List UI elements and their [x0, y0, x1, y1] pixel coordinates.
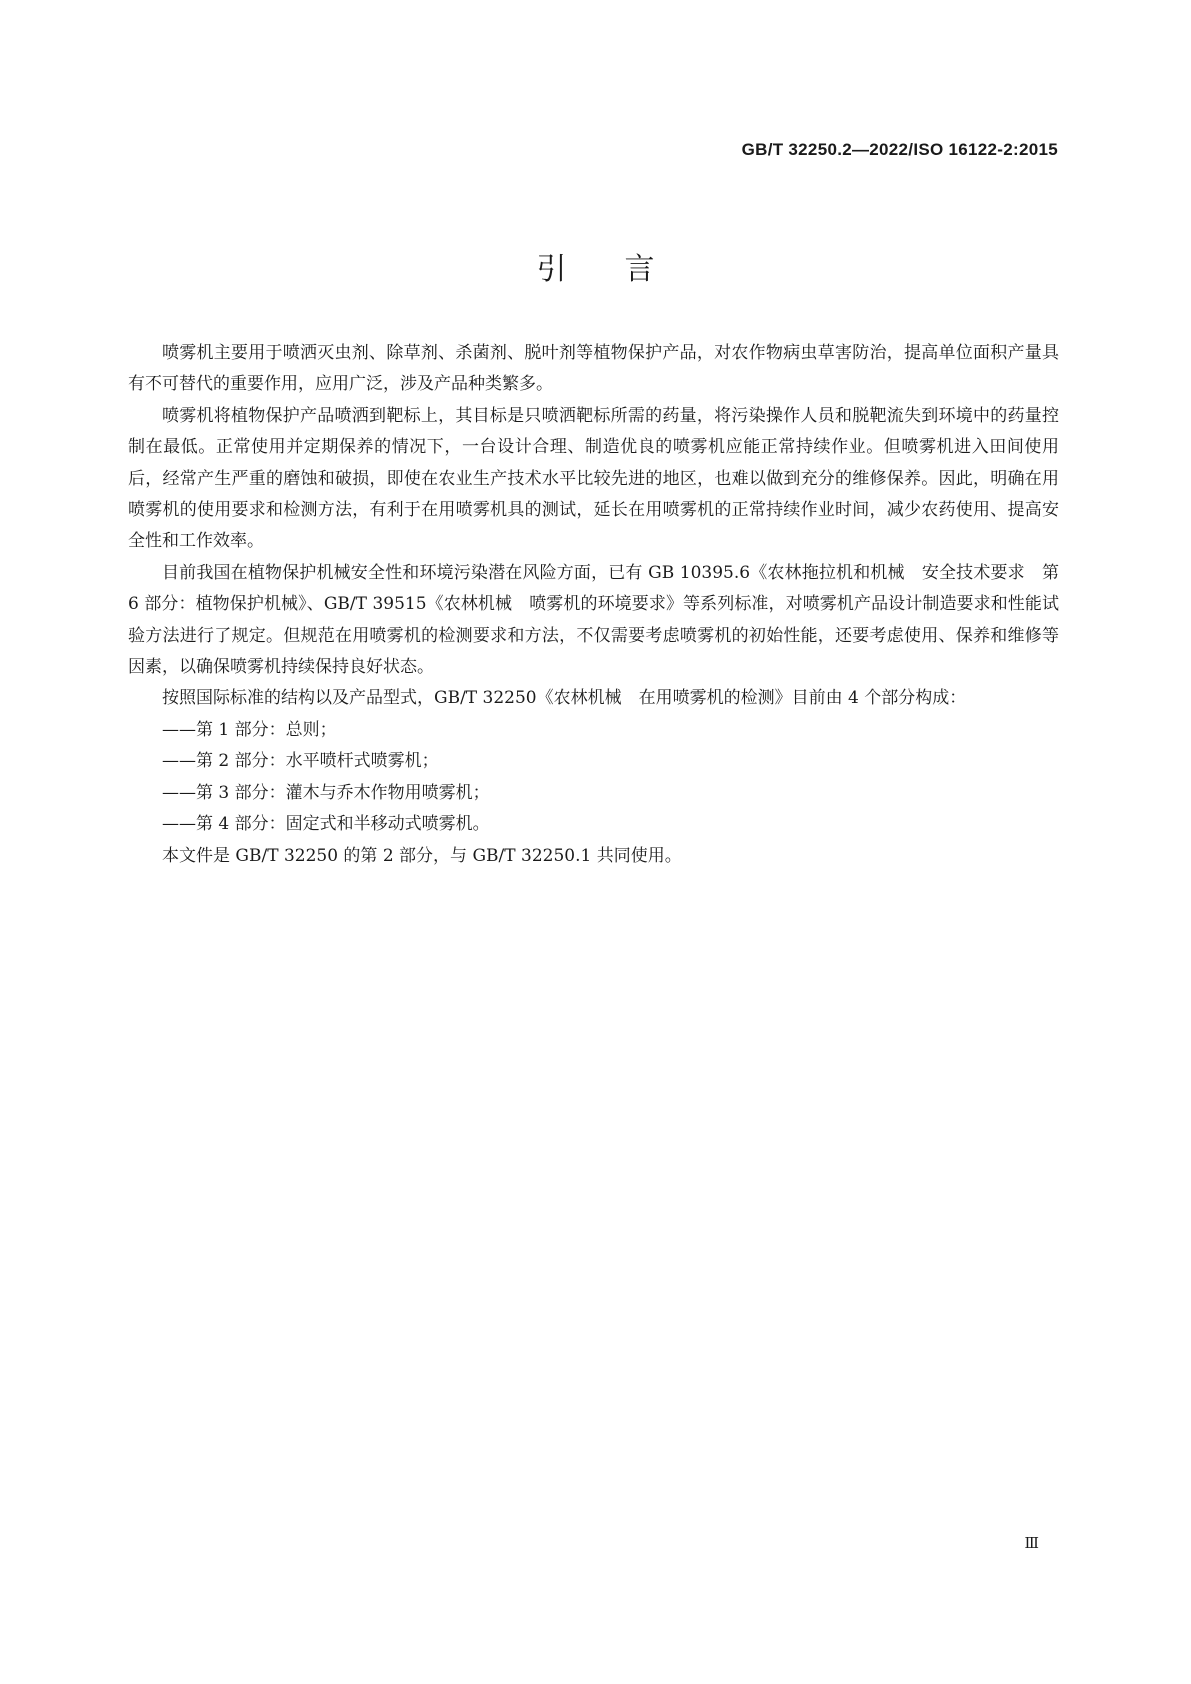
page-title: 引言 — [536, 252, 713, 287]
list-item-part-4: ——第 4 部分：固定式和半移动式喷雾机。 — [162, 814, 490, 835]
list-item-part-1: ——第 1 部分：总则； — [162, 719, 337, 740]
paragraph-structure: 按照国际标准的结构以及产品型式，GB/T 32250《农林机械 在用喷雾机的检测》目前由 4 个部分构成： — [162, 688, 967, 709]
list-item-part-2: ——第 2 部分：水平喷杆式喷雾机； — [162, 751, 439, 772]
page-number: Ⅲ — [1024, 1534, 1038, 1552]
standard-code: GB/T 32250.2—2022/ISO 16122-2:2015 — [741, 140, 1058, 159]
paragraph-existing-standards: 目前我国在植物保护机械安全性和环境污染潜在风险方面，已有 GB 10395.6《农林拖拉机和机械 安全技术要求 第 6 部分：植物保护机械》、GB/T 39515《农林机械 喷雾机的环境要求》等系列标准，对喷雾机产品设计制造要求和性能试验方法进行了规定。但规范在用喷雾机的检测要求和方法，不仅需要考虑喷雾机的初始性能，还要考虑使用、保养和维修等因素，以确保喷雾机持续保持良好状态。 — [128, 562, 1059, 678]
paragraph-objective: 喷雾机将植物保护产品喷洒到靶标上，其目标是只喷洒靶标所需的药量，将污染操作人员和脱靶流失到环境中的药量控制在最低。正常使用并定期保养的情况下，一台设计合理、制造优良的喷雾机应能正常持续作业。但喷雾机进入田间使用后，经常产生严重的磨蚀和破损，即使在农业生产技术水平比较先进的地区，也难以做到充分的维修保养。因此，明确在用喷雾机的使用要求和检测方法，有利于在用喷雾机具的测试，延长在用喷雾机的正常持续作业时间，减少农药使用、提高安全性和工作效率。 — [128, 405, 1059, 552]
document-body — [128, 338, 1059, 872]
paragraph-purpose: 喷雾机主要用于喷洒灭虫剂、除草剂、杀菌剂、脱叶剂等植物保护产品，对农作物病虫草害防治，提高单位面积产量具有不可替代的重要作用，应用广泛，涉及产品种类繁多。 — [128, 343, 1059, 395]
list-item-part-3: ——第 3 部分：灌木与乔木作物用喷雾机； — [162, 782, 490, 803]
paragraph-closing: 本文件是 GB/T 32250 的第 2 部分，与 GB/T 32250.1 共同使用。 — [162, 845, 682, 866]
